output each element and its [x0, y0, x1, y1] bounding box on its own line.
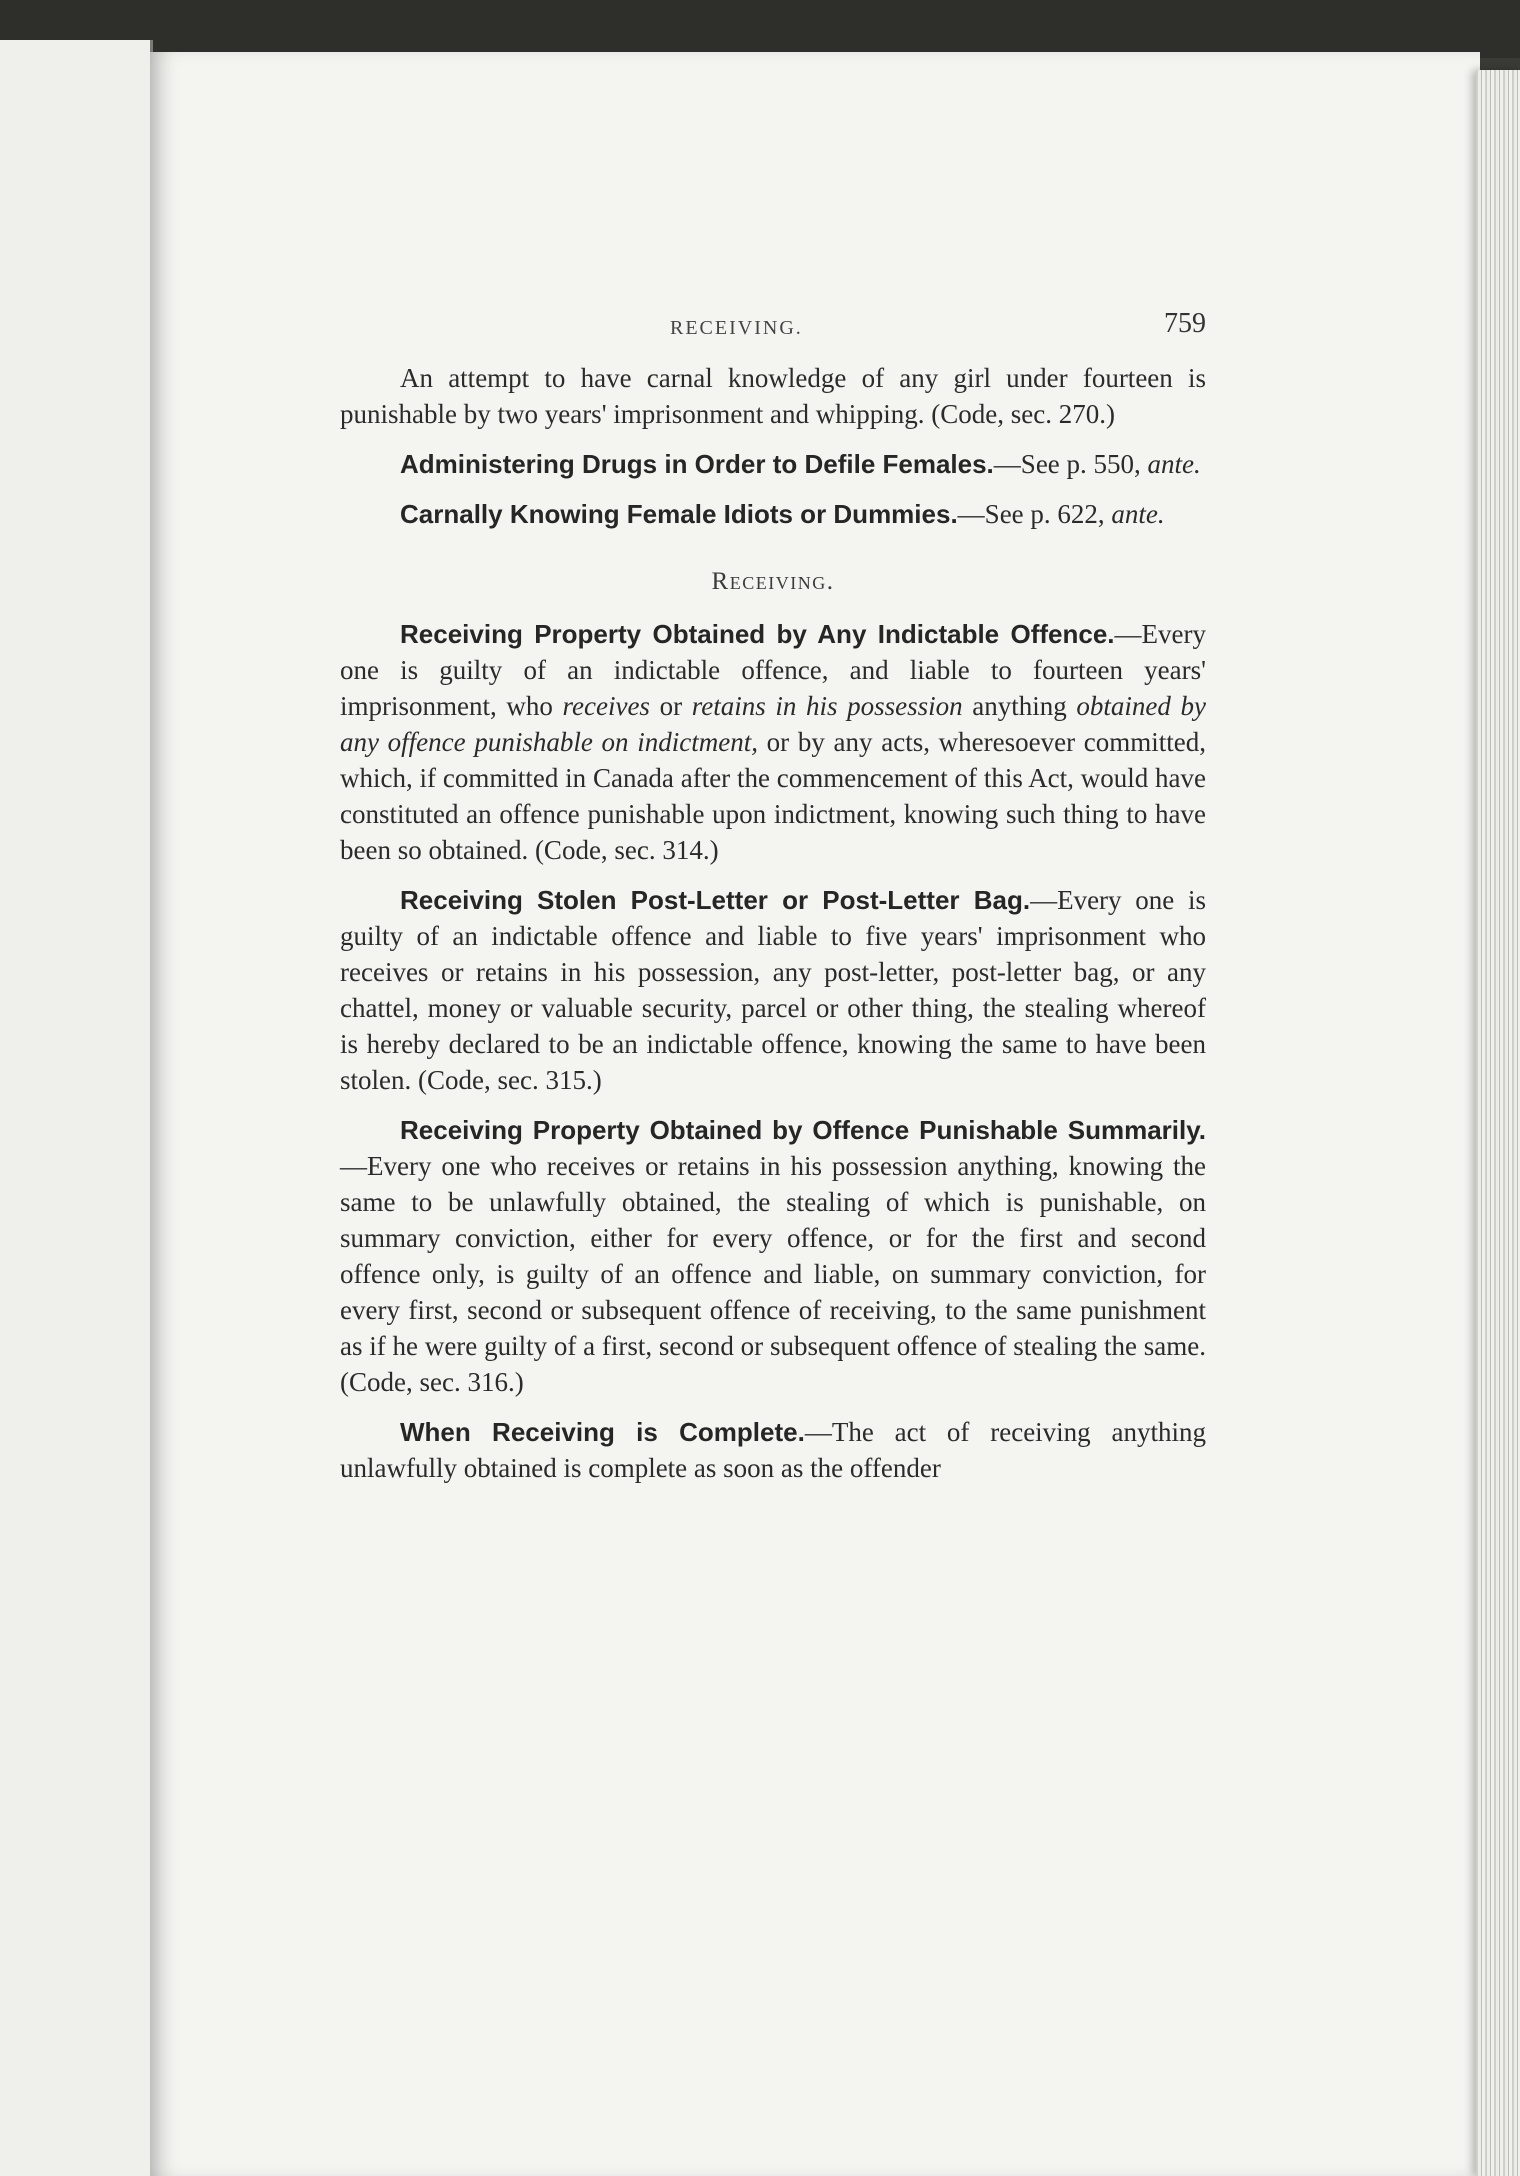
- body-text: —Every one is guilty of an indictable offence, and liable to fourteen years' imprisonment, who: [340, 619, 1206, 721]
- heading-carnally-knowing: Carnally Knowing Female Idiots or Dummies.: [400, 499, 958, 529]
- heading-administering-drugs: Administering Drugs in Order to Defile Females.: [400, 449, 994, 479]
- body-text: —Every one is guilty of an indictable offence and liable to five years' imprisonment who receives or retains in his possession, any post-letter, post-letter bag, or any chattel, money or valuable security, parcel or other thing, the stealing whereof is hereby declared to be an indictable offence, knowing the same to have been stolen. (Code, sec. 315.): [340, 885, 1206, 1095]
- italic-text: ante.: [1111, 499, 1165, 529]
- heading-receiving-indictable: Receiving Property Obtained by Any Indictable Offence.: [400, 619, 1115, 649]
- paragraph-receiving-indictable: [340, 616, 1206, 868]
- paragraph-carnal-knowledge: An attempt to have carnal knowledge of any girl under fourteen is punishable by two years' imprisonment and whipping. (Code, sec. 270.): [340, 363, 1206, 429]
- body-text: —Every one who receives or retains in his possession anything, knowing the same to be unlawfully obtained, the stealing of which is punishable, on summary conviction, either for every offence, or for the first and second offence only, is guilty of an offence and liable, on summary conviction, for every first, second or subsequent offence of receiving, to the same punishment as if he were guilty of a first, second or subsequent offence of stealing the same. (Code, sec. 316.): [340, 1151, 1206, 1397]
- page-content: [340, 300, 1206, 1500]
- body-text: or by any acts, wheresoever committed, which, if committed in Canada after the commencement of this Act, would have constituted an offence punishable upon indictment, knowing such thing to have been so obtained. (Code, sec. 314.): [340, 727, 1206, 865]
- italic-text: receives: [562, 691, 650, 721]
- paragraph-carnally-knowing: [340, 496, 1206, 532]
- italic-text: obtained by any offence punishable on indictment,: [340, 691, 1206, 757]
- body-text: or: [649, 691, 692, 721]
- body-text: —See p. 622,: [957, 499, 1112, 529]
- page-number: 759: [1164, 308, 1206, 339]
- body-text: anything: [962, 691, 1077, 721]
- page-stack-edge: [1476, 70, 1520, 2176]
- body-text: —The act of receiving anything unlawfully obtained is complete as soon as the offender: [340, 1417, 1206, 1483]
- heading-summary-offence: Receiving Property Obtained by Offence Punishable Summarily.: [400, 1115, 1206, 1145]
- italic-text: ante.: [1147, 449, 1201, 479]
- paragraph-administering-drugs: [340, 446, 1206, 482]
- italic-text: retains in his possession: [691, 691, 963, 721]
- paragraph-summary-offence: [340, 1112, 1206, 1400]
- scan-background-top: [0, 0, 1520, 58]
- facing-page-edge: [0, 40, 153, 2176]
- section-title-receiving: Receiving.: [711, 568, 835, 595]
- body-text: —See p. 550,: [993, 449, 1148, 479]
- heading-receiving-complete: When Receiving is Complete.: [400, 1417, 805, 1447]
- paragraph-receiving-complete: [340, 1414, 1206, 1486]
- running-head-title: RECEIVING.: [670, 317, 803, 339]
- heading-post-letter: Receiving Stolen Post-Letter or Post-Letter Bag.: [400, 885, 1031, 915]
- paragraph-post-letter: [340, 882, 1206, 1098]
- running-head: [340, 300, 1206, 360]
